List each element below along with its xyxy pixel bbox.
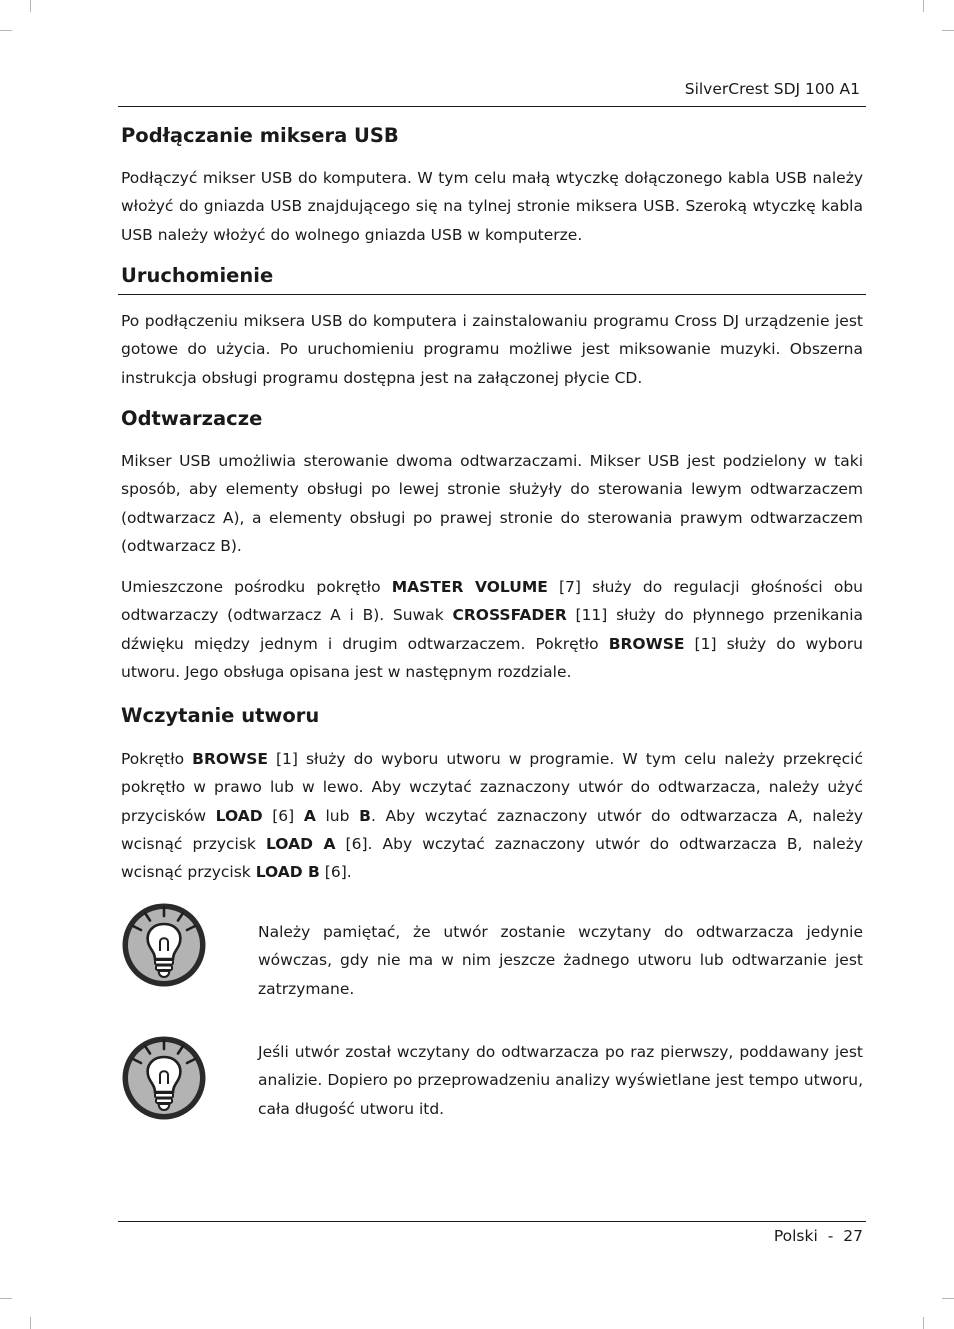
button-label-emphasis: CROSSFADER bbox=[452, 606, 567, 625]
footer-divider bbox=[118, 1221, 866, 1222]
crop-mark bbox=[942, 1298, 954, 1299]
crop-mark bbox=[923, 0, 924, 12]
footer-separator: - bbox=[827, 1227, 834, 1245]
crop-mark bbox=[30, 0, 31, 12]
note-text: Należy pamiętać, że utwór zostanie wczytany do odtwarzacza jedynie wówczas, gdy nie ma w nim jeszcze żadnego utworu lub odtwarzanie jest zatrzymane. bbox=[258, 923, 863, 998]
paragraph: Podłączyć mikser USB do komputera. W tym celu małą wtyczkę dołączonego kabla USB należy włożyć do gniazda USB znajdującego się na tylnej stronie miksera USB. Szeroką wtyczkę kabla USB należy włożyć do wolnego gniazda USB w komputerze. bbox=[121, 169, 863, 244]
crop-mark bbox=[30, 1317, 31, 1329]
crop-mark bbox=[942, 30, 954, 31]
section-title-load-track: Wczytanie utworu bbox=[121, 704, 320, 727]
button-label-emphasis: BROWSE bbox=[192, 750, 268, 768]
page-footer bbox=[774, 1227, 863, 1245]
lightbulb-icon bbox=[121, 902, 207, 988]
section-title-usb-connection: Podłączanie miksera USB bbox=[121, 124, 399, 147]
note-text: Jeśli utwór został wczytany do odtwarzacza po raz pierwszy, poddawany jest analizie. Dopiero po przeprowadzeniu analizy wyświetlane jest tempo utworu, cała długość utworu itd. bbox=[258, 1043, 863, 1118]
section-title-startup: Uruchomienie bbox=[121, 264, 274, 287]
crop-mark bbox=[0, 1298, 12, 1299]
page-header bbox=[118, 78, 866, 107]
button-label-emphasis: LOAD B bbox=[255, 863, 320, 882]
product-model: SilverCrest SDJ 100 A1 bbox=[684, 80, 860, 98]
lightbulb-icon bbox=[121, 1035, 207, 1121]
button-label-emphasis: LOAD bbox=[215, 806, 263, 825]
crop-mark bbox=[0, 30, 12, 31]
paragraph: Umieszczone pośrodku pokrętło MASTER VOLUME [7] służy do regulacji głośności obu odtwarzaczy (odtwarzacz A i B). Suwak CROSSFADER [11] służy do płynnego przenikania dźwięku między jednym i drugim odtwarzaczem. Pokrętło BROWSE [1] służy do wyboru utworu. Jego obsługa opisana jest w następnym rozdziale. bbox=[121, 578, 864, 681]
section-title-players: Odtwarzacze bbox=[121, 407, 263, 430]
button-label-emphasis: A bbox=[303, 806, 316, 825]
button-label-emphasis: BROWSE bbox=[608, 634, 685, 653]
section-divider bbox=[118, 294, 866, 295]
paragraph: Po podłączeniu miksera USB do komputera i zainstalowaniu programu Cross DJ urządzenie jest gotowe do użycia. Po uruchomieniu programu możliwe jest miksowanie muzyki. Obszerna instrukcja obsługi programu dostępna jest na załączonej płycie CD. bbox=[121, 312, 863, 387]
footer-language: Polski bbox=[773, 1227, 818, 1245]
button-label-emphasis: MASTER VOLUME bbox=[391, 578, 548, 596]
page-number: 27 bbox=[843, 1227, 863, 1245]
paragraph: Pokrętło BROWSE [1] służy do wyboru utworu w programie. W tym celu należy przekręcić pokrętło w prawo lub w lewo. Aby wczytać zaznaczony utwór do odtwarzacza, należy użyć przycisków LOAD [6] A lub B. Aby wczytać zaznaczony utwór do odtwarzacza A, należy wcisnąć przycisk LOAD A [6]. Aby wczytać zaznaczony utwór do odtwarzacza B, należy wcisnąć przycisk LOAD B [6]. bbox=[121, 750, 864, 882]
crop-mark bbox=[923, 1317, 924, 1329]
paragraph: Mikser USB umożliwia sterowanie dwoma odtwarzaczami. Mikser USB jest podzielony w taki sposób, aby elementy obsługi po lewej stronie służyły do sterowania lewym odtwarzaczem (odtwarzacz A), a elementy obsługi po prawej stronie do sterowania prawym odtwarzaczem (odtwarzacz B). bbox=[121, 452, 863, 555]
button-label-emphasis: B bbox=[359, 806, 371, 825]
button-label-emphasis: LOAD A bbox=[265, 834, 336, 853]
